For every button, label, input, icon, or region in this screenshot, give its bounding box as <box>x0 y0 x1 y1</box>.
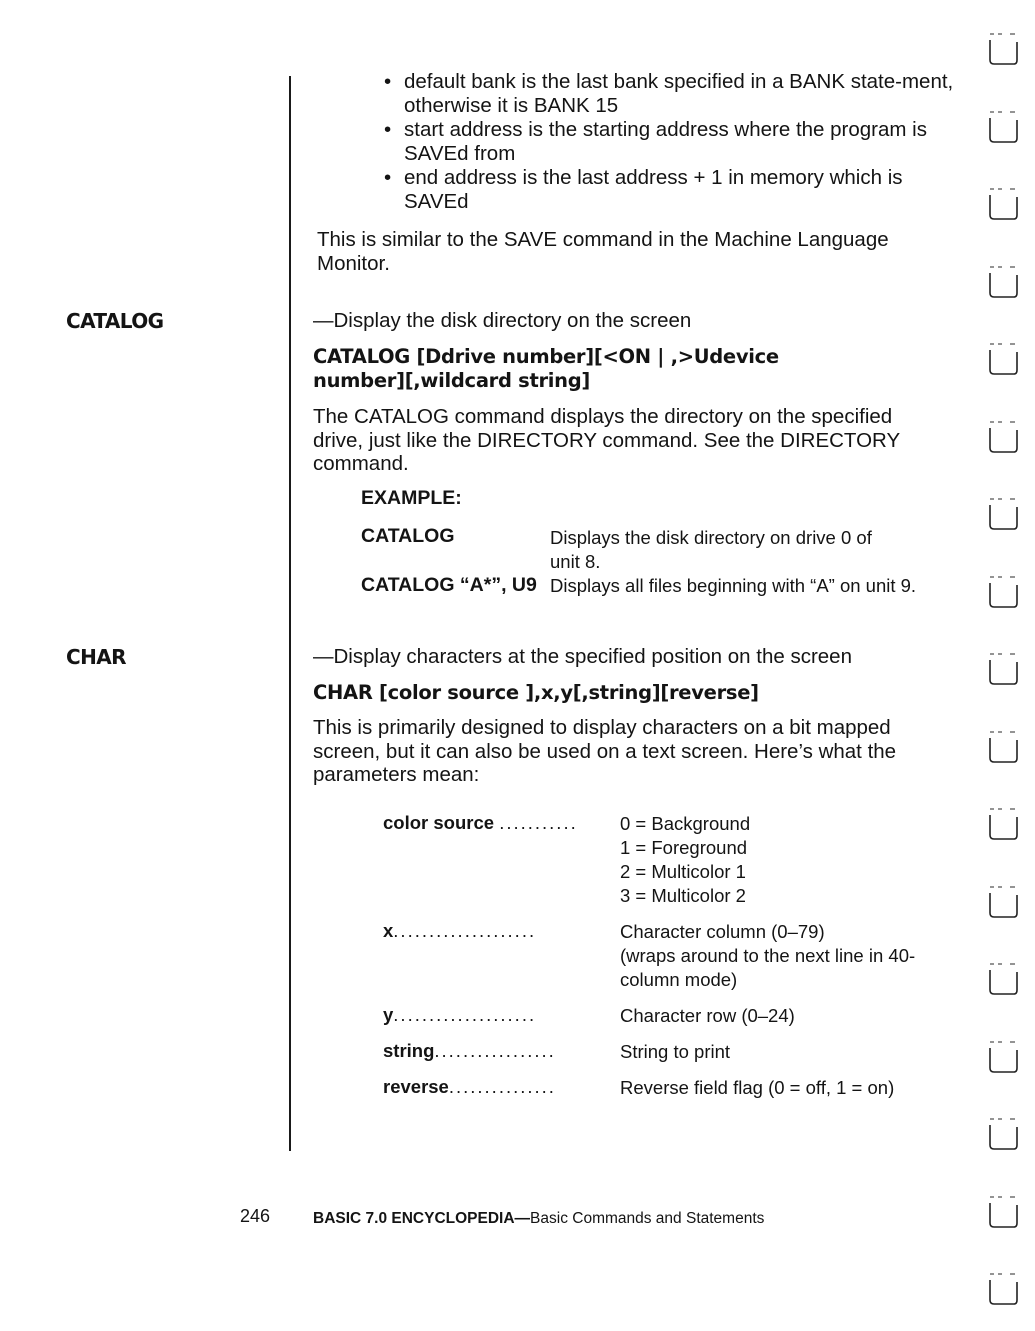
char-heading: CHAR <box>66 645 126 669</box>
parameter-value: 0 = Background <box>620 813 751 834</box>
binder-hole-icon <box>984 30 1018 68</box>
binder-hole-icon <box>984 960 1018 998</box>
list-item: • default bank is the last bank specified in a BANK state-ment, otherwise it is BANK 15 <box>384 70 964 118</box>
binder-hole-icon <box>984 108 1018 146</box>
parameter-values <box>620 1076 943 1100</box>
binder-hole-icon <box>984 1270 1018 1308</box>
binder-hole-icon <box>984 185 1018 223</box>
parameter-value: column mode) <box>620 969 738 990</box>
binder-hole-icon <box>984 418 1018 456</box>
parameter-values <box>620 1040 943 1064</box>
binder-hole-icon <box>984 340 1018 378</box>
parameter-value: (wraps around to the next line in 40- <box>620 945 916 966</box>
catalog-example-description <box>550 574 916 598</box>
parameter-name: reverse............... <box>383 1076 556 1097</box>
catalog-syntax-line: CATALOG [Ddrive number][<ON | ,>Udevice <box>313 345 779 368</box>
parameter-values <box>620 1004 943 1028</box>
parameter-name: x.................... <box>383 920 537 941</box>
example-description-line: Displays all files beginning with “A” on unit 9. <box>550 575 917 596</box>
parameter-value: 3 = Multicolor 2 <box>620 885 746 906</box>
parameter-value: 1 = Foreground <box>620 837 748 858</box>
parameter-value: String to print <box>620 1041 731 1062</box>
parameter-values <box>620 812 943 908</box>
parameter-table <box>383 812 943 1100</box>
binder-hole-icon <box>984 1193 1018 1231</box>
binder-hole-icon <box>984 1115 1018 1153</box>
binder-hole-icon <box>984 728 1018 766</box>
parameter-name: y.................... <box>383 1004 537 1025</box>
parameter-value: Character row (0–24) <box>620 1005 795 1026</box>
list-item: • end address is the last address + 1 in memory which is SAVEd <box>384 166 964 214</box>
table-row <box>383 1004 943 1028</box>
column-rule <box>289 76 291 1151</box>
binder-hole-icon <box>984 805 1018 843</box>
char-syntax: CHAR [color source ],x,y[,string][reverse] <box>313 681 759 704</box>
binder-hole-icon <box>984 1038 1018 1076</box>
catalog-syntax <box>313 345 779 393</box>
table-row <box>383 1040 943 1064</box>
footer-title-bold: BASIC 7.0 ENCYCLOPEDIA— <box>313 1210 531 1227</box>
catalog-example-label: EXAMPLE: <box>361 487 462 509</box>
binder-hole-icon <box>984 263 1018 301</box>
binder-hole-icon <box>984 495 1018 533</box>
parameter-values <box>620 920 943 992</box>
save-bullet-list <box>384 70 964 214</box>
table-row <box>383 1076 943 1100</box>
save-note: This is similar to the SAVE command in the Machine Language Monitor. <box>317 228 889 275</box>
example-description-line: Displays the disk directory on drive 0 of <box>550 527 872 548</box>
parameter-name: string................. <box>383 1040 556 1061</box>
parameter-value: Character column (0–79) <box>620 921 825 942</box>
list-item: • start address is the starting address where the program is SAVEd from <box>384 118 964 166</box>
binder-hole-icon <box>984 573 1018 611</box>
catalog-syntax-line: number][,wildcard string] <box>313 369 591 392</box>
parameter-name: color source ........... <box>383 812 578 833</box>
binder-hole-icon <box>984 650 1018 688</box>
catalog-description: The CATALOG command displays the directory on the specified drive, just like the DIRECTORY command. See the DIRECTORY command. <box>313 405 900 475</box>
catalog-example-description <box>550 526 872 574</box>
running-footer <box>313 1210 764 1228</box>
example-description-line: unit 8. <box>550 551 601 572</box>
binder-hole-icon <box>984 883 1018 921</box>
parameter-value: 2 = Multicolor 1 <box>620 861 746 882</box>
table-row <box>383 812 943 908</box>
catalog-heading: CATALOG <box>66 309 164 333</box>
catalog-summary: —Display the disk directory on the screen <box>313 309 692 332</box>
char-description: This is primarily designed to display characters on a bit mapped screen, but it can also be used on a text screen. Here’s what the parameters mean: <box>313 716 897 786</box>
char-summary: —Display characters at the specified position on the screen <box>313 645 852 668</box>
page-number: 246 <box>240 1206 271 1226</box>
catalog-example-command: CATALOG “A*”, U9 <box>361 574 537 596</box>
parameter-value: Reverse field flag (0 = off, 1 = on) <box>620 1077 895 1098</box>
catalog-example-command: CATALOG <box>361 525 455 547</box>
table-row <box>383 920 943 992</box>
footer-title-regular: Basic Commands and Statements <box>530 1210 765 1227</box>
